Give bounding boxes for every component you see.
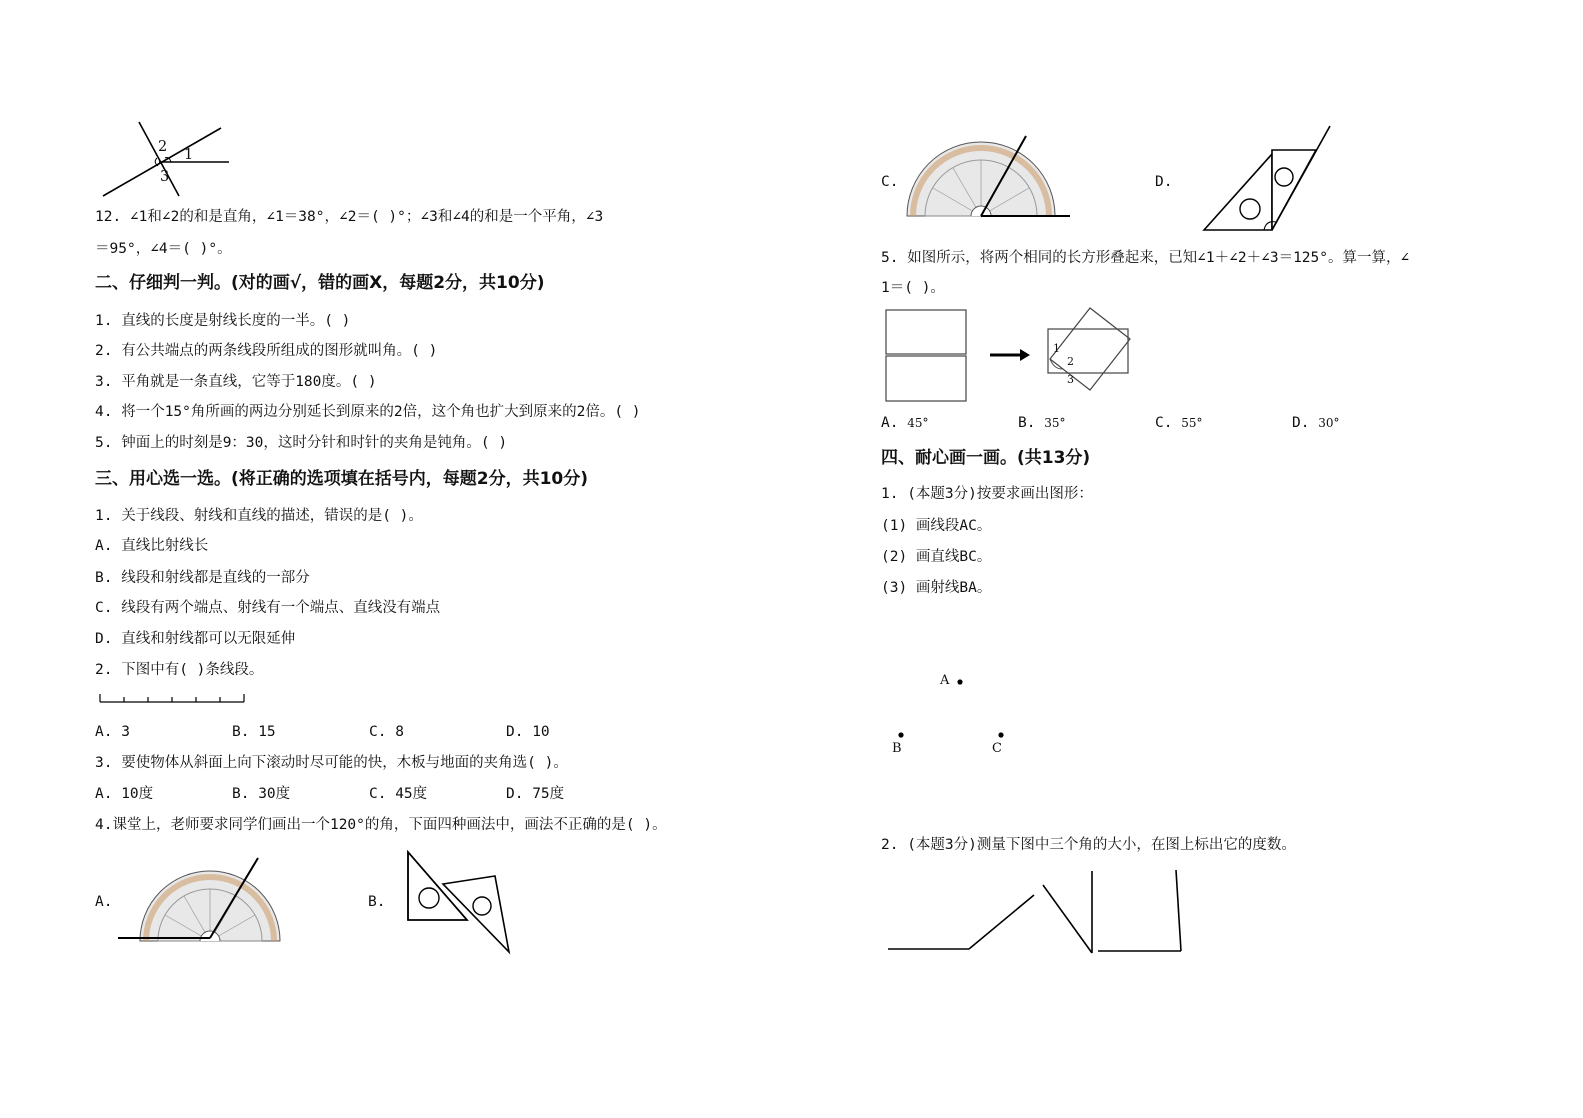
draw-q1-item-1: (1) 画线段AC。 (881, 518, 992, 534)
choice-q3-option-a: A. 10度 (95, 786, 154, 802)
protractor-option-c (905, 120, 1077, 220)
judge-item-5: 5. 钟面上的时刻是9：30，这时分针和时针的夹角是钝角。( ) (95, 435, 508, 451)
q12-line-1: 12. ∠1和∠2的和是直角，∠1＝38°，∠2＝( )°；∠3和∠4的和是一个平角，∠3 (95, 209, 604, 225)
angle-label-1: 1 (184, 147, 194, 163)
fold-angle-label-2: 2 (1067, 355, 1074, 368)
triangle-rulers-option-b (405, 850, 515, 956)
angle-label-3: 3 (160, 169, 170, 185)
judge-item-2: 2. 有公共端点的两条线段所组成的图形就叫角。( ) (95, 343, 438, 359)
segment-ticks-figure (98, 692, 248, 706)
choice-q3-option-c: C. 45度 (369, 786, 428, 802)
choice-q1-option-b: B. 线段和射线都是直线的一部分 (95, 570, 310, 586)
choice-q3: 3. 要使物体从斜面上向下滚动时尽可能的快，木板与地面的夹角选( )。 (95, 755, 568, 771)
q12-line-2: ＝95°，∠4＝( )°。 (95, 241, 232, 257)
choice-q2-option-c: C. 8 (369, 724, 404, 740)
choice-q1-option-d: D. 直线和射线都可以无限延伸 (95, 631, 296, 647)
three-angles-figure (885, 866, 1185, 956)
triangle-rulers-option-d (1182, 122, 1337, 234)
choice-q5-option-a: A. 45° (881, 415, 929, 431)
choice-q4-option-d-label: D. (1155, 174, 1173, 190)
draw-q1: 1. (本题3分)按要求画出图形： (881, 486, 1093, 502)
choice-q2: 2. 下图中有( )条线段。 (95, 662, 264, 678)
choice-q5-option-c: C. 55° (1155, 415, 1203, 431)
choice-q3-option-d: D. 75度 (506, 786, 565, 802)
point-a-dot (956, 678, 964, 686)
draw-q2: 2. (本题3分)测量下图中三个角的大小，在图上标出它的度数。 (881, 837, 1296, 853)
choice-q5-option-b: B. 35° (1018, 415, 1066, 431)
choice-q2-option-a: A. 3 (95, 724, 130, 740)
choice-q4-option-b-label: B. (368, 894, 386, 910)
fold-angle-label-1: 1 (1053, 342, 1060, 355)
choice-q5-line-1: 5. 如图所示，将两个相同的长方形叠起来，已知∠1＋∠2＋∠3＝125°。算一算，∠ (881, 250, 1410, 266)
judge-item-4: 4. 将一个15°角所画的两边分别延长到原来的2倍，这个角也扩大到原来的2倍。( ) (95, 404, 641, 420)
choice-q4-option-a-label: A. (95, 894, 113, 910)
choice-q1: 1. 关于线段、射线和直线的描述，错误的是( )。 (95, 508, 423, 524)
choice-q2-option-b: B. 15 (232, 724, 276, 740)
choice-q3-option-b: B. 30度 (232, 786, 291, 802)
choice-q4: 4.课堂上，老师要求同学们画出一个120°的角，下面四种画法中，画法不正确的是( )。 (95, 817, 667, 833)
judge-item-3: 3. 平角就是一条直线，它等于180度。( ) (95, 374, 377, 390)
protractor-option-a (118, 855, 288, 945)
draw-q1-item-3: (3) 画射线BA。 (881, 580, 992, 596)
point-c-dot (997, 731, 1005, 739)
intersecting-lines-figure (95, 118, 235, 200)
fold-angle-label-3: 3 (1067, 373, 1074, 386)
choice-q5-option-d: D. 30° (1292, 415, 1340, 431)
stacked-rectangles-figure (884, 305, 1144, 405)
point-a-label: A (940, 673, 950, 688)
choice-q1-option-a: A. 直线比射线长 (95, 538, 209, 554)
section-2-title: 二、仔细判一判。(对的画√，错的画X，每题2分，共10分) (95, 273, 545, 293)
point-b-dot (897, 731, 905, 739)
choice-q2-option-d: D. 10 (506, 724, 550, 740)
angle-label-2: 2 (158, 139, 168, 155)
section-4-title: 四、耐心画一画。(共13分) (881, 448, 1091, 468)
judge-item-1: 1. 直线的长度是射线长度的一半。( ) (95, 313, 351, 329)
choice-q1-option-c: C. 线段有两个端点、射线有一个端点、直线没有端点 (95, 600, 441, 616)
point-c-label: C (992, 741, 1002, 756)
choice-q5-line-2: 1＝( )。 (881, 280, 945, 296)
section-3-title: 三、用心选一选。(将正确的选项填在括号内，每题2分，共10分) (95, 469, 589, 489)
choice-q4-option-c-label: C. (881, 174, 899, 190)
point-b-label: B (892, 741, 902, 756)
draw-q1-item-2: (2) 画直线BC。 (881, 549, 992, 565)
